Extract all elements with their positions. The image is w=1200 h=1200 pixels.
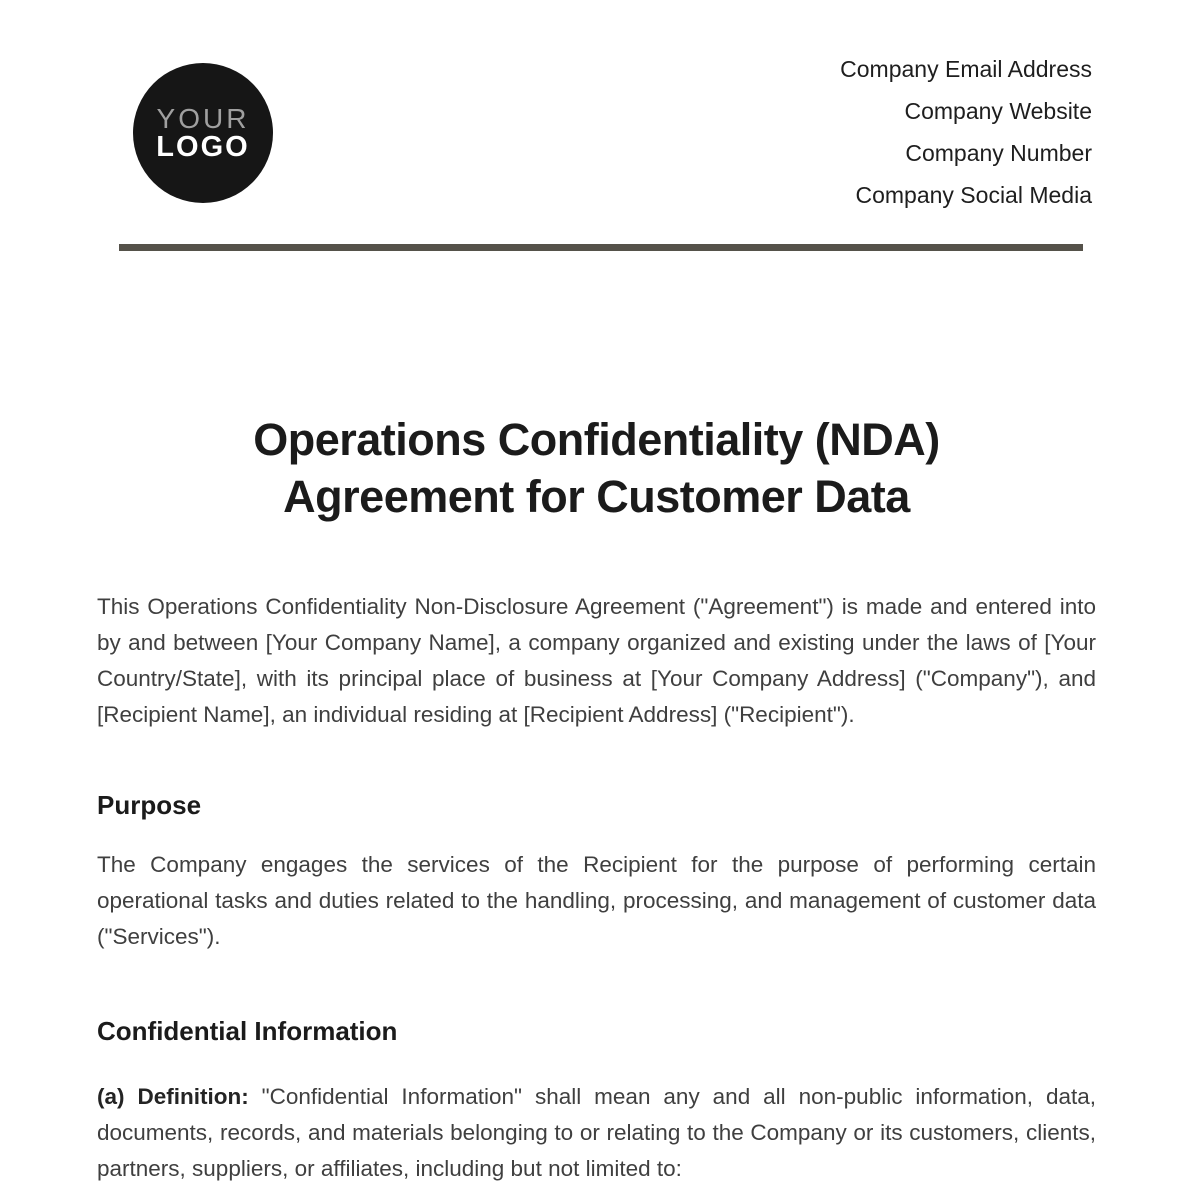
definition-paragraph xyxy=(97,1079,1096,1187)
intro-paragraph: This Operations Confidentiality Non-Disclosure Agreement ("Agreement") is made and entered into by and between [Your Company Name], a company organized and existing under the laws of [Your Country/State], with its principal place of business at [Your Company Address] ("Company"), and [Recipient Name], an individual residing at [Recipient Address] ("Recipient"). xyxy=(97,594,1096,727)
section-purpose xyxy=(97,789,1096,955)
purpose-body: The Company engages the services of the Recipient for the purpose of performing certain operational tasks and duties related to the handling, processing, and management of customer data ("Services"). xyxy=(97,852,1096,949)
document-body xyxy=(0,411,1200,1187)
contact-social-line: Company Social Media xyxy=(855,182,1092,208)
title-line-2: Agreement for Customer Data xyxy=(283,471,910,522)
definition-body: "Confidential Information" shall mean any and all non-public information, data, documents, records, and materials belonging to or relating to the Company or its customers, clients, partners, suppliers, or affiliates, including but not limited to: xyxy=(97,1084,1096,1181)
contact-number-line: Company Number xyxy=(905,140,1092,166)
purpose-heading: Purpose xyxy=(97,790,202,820)
contact-email-line: Company Email Address xyxy=(840,56,1092,82)
company-contact-block xyxy=(840,48,1092,216)
title-line-1: Operations Confidentiality (NDA) xyxy=(253,414,940,465)
contact-website-line: Company Website xyxy=(904,98,1092,124)
logo-top-text: YOUR xyxy=(156,103,250,134)
section-confidential-information xyxy=(97,1015,1096,1187)
document-title xyxy=(97,411,1096,525)
company-logo xyxy=(133,63,273,203)
header-divider xyxy=(119,244,1083,251)
logo-bottom-text: LOGO xyxy=(156,131,250,163)
letterhead-header xyxy=(0,0,1200,251)
confidential-information-heading: Confidential Information xyxy=(97,1016,398,1046)
definition-label: (a) Definition: xyxy=(97,1084,249,1109)
